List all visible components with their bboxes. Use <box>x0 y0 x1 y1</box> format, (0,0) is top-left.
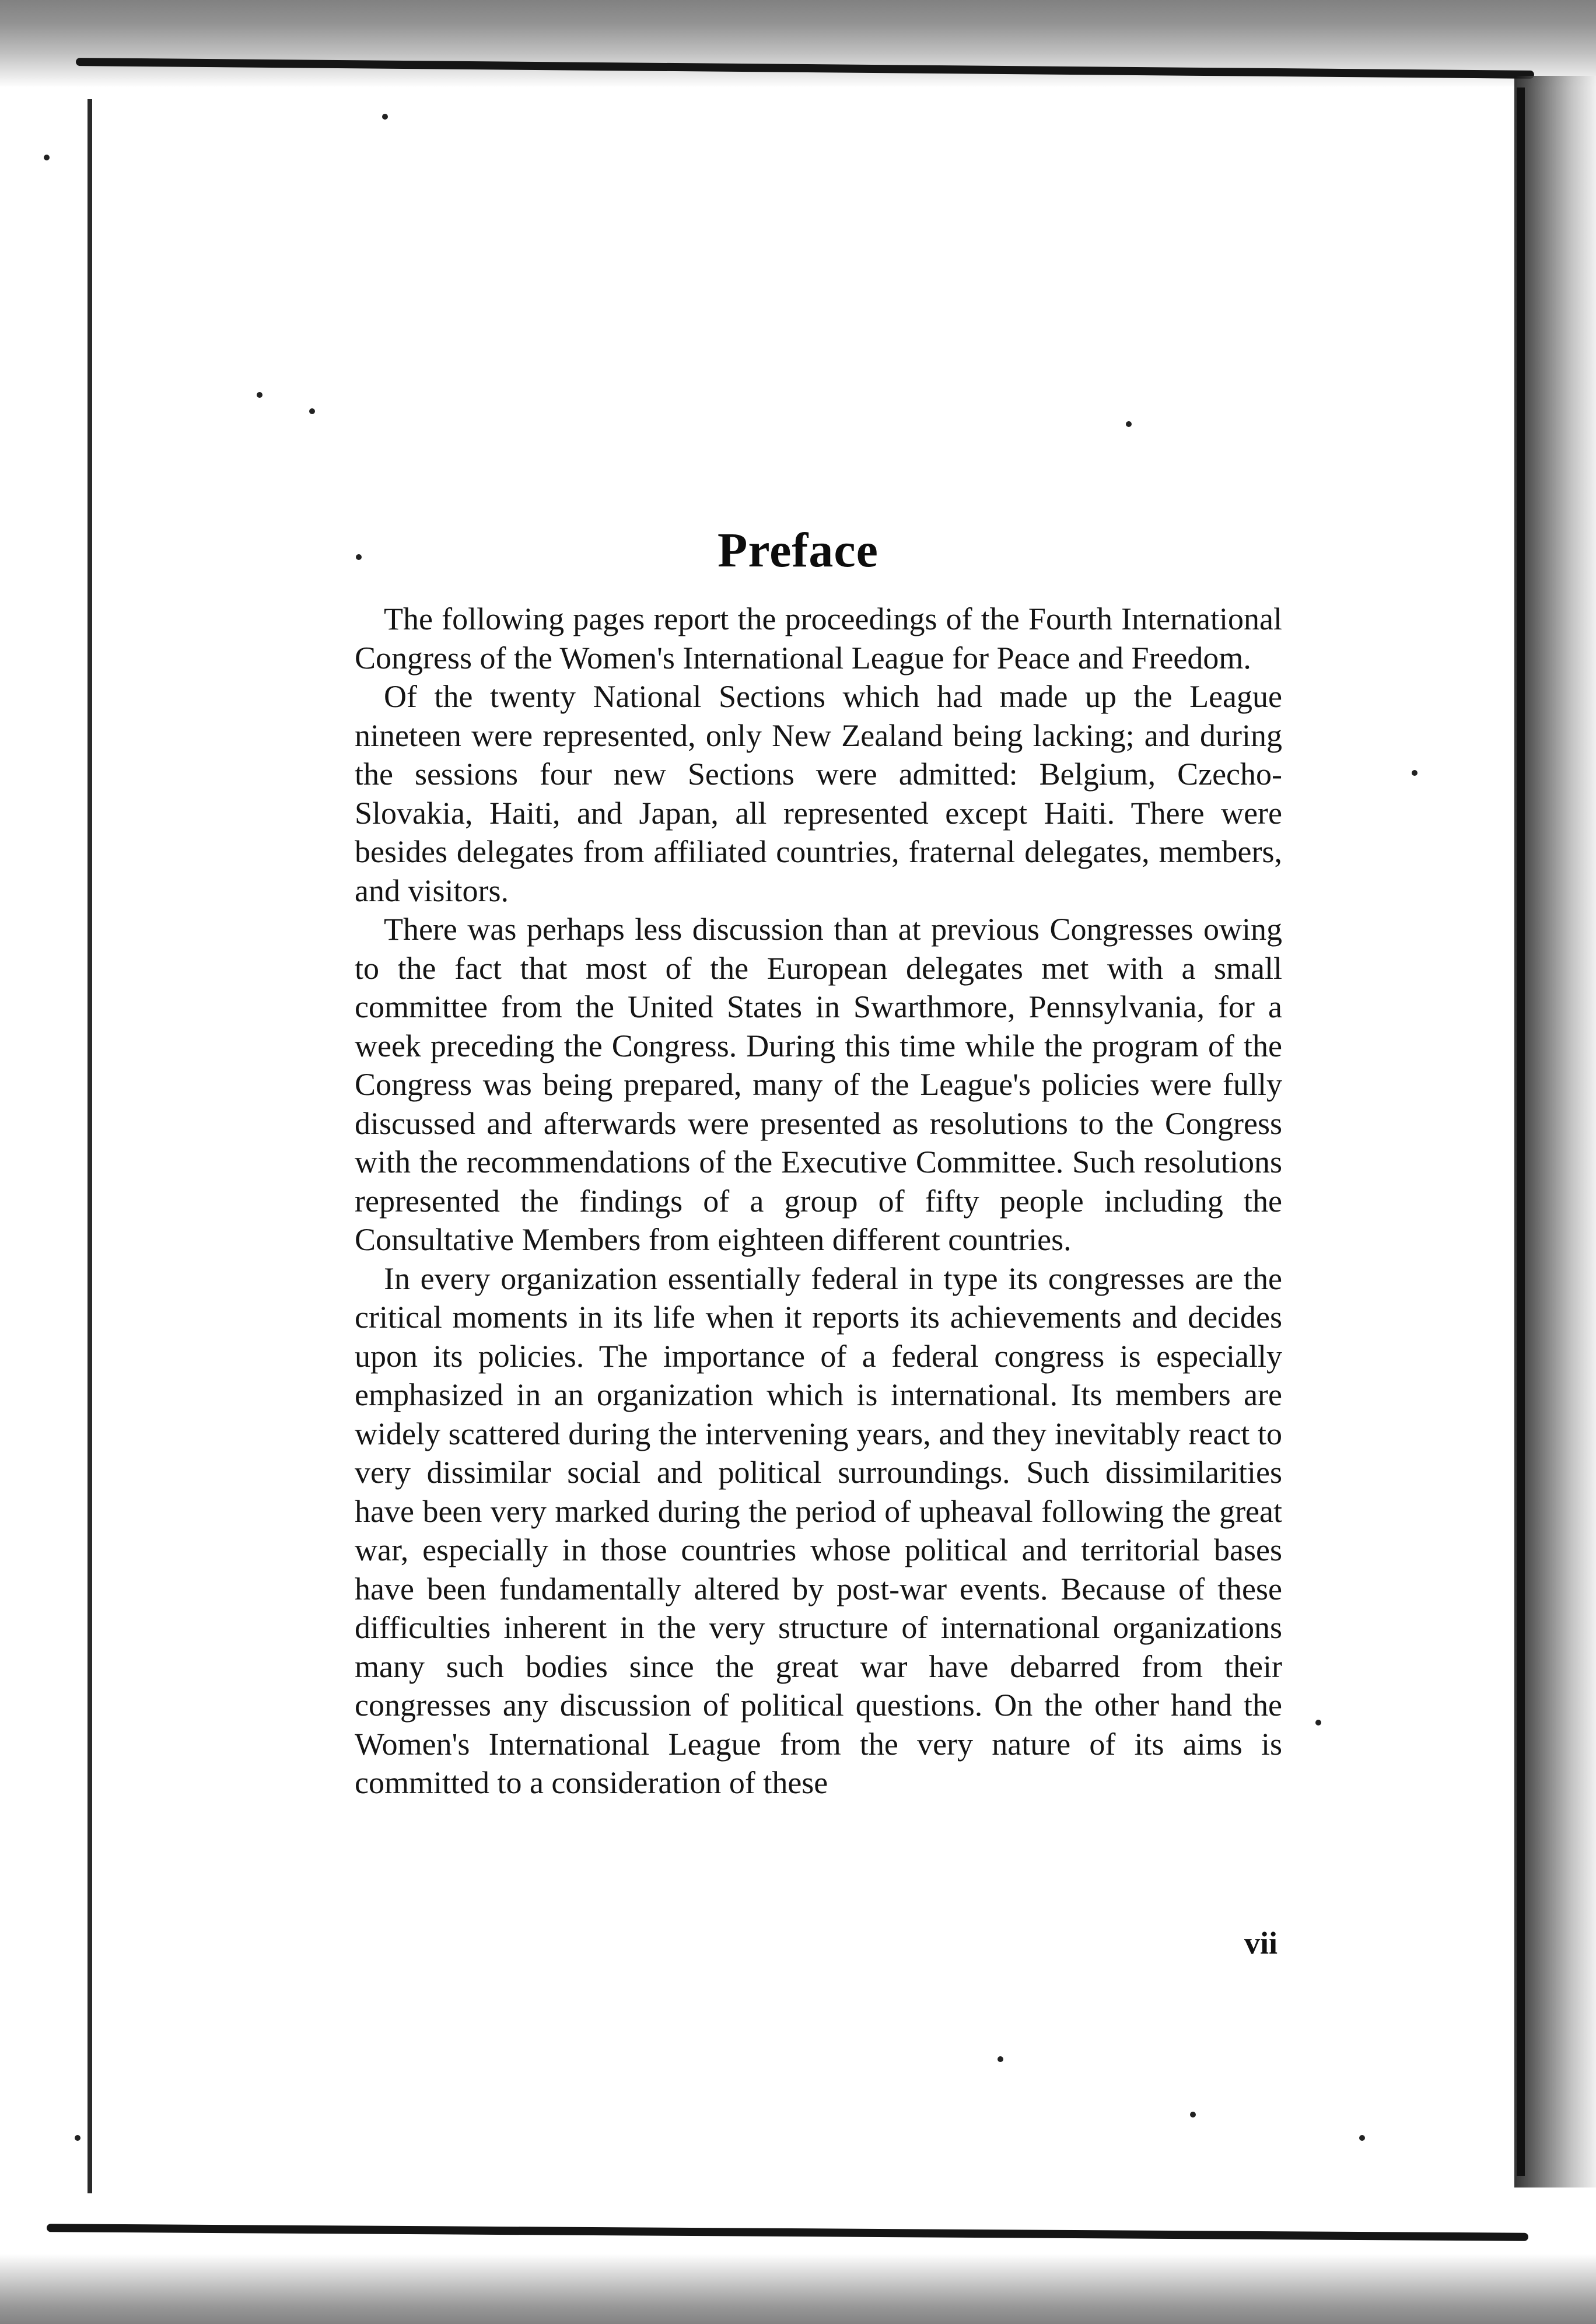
scan-speck <box>309 408 315 414</box>
scan-speck <box>257 392 262 398</box>
scan-speck <box>1412 770 1418 776</box>
paragraph: Of the twenty National Sections which had made up the League nineteen were represented, only New Zealand being lacking; and during the sessions four new Sections were admitted: Belgium, Czecho-Slovakia, Haiti, and Japan, all represented except Haiti. There were besides delegates from affiliated countries, fraternal delegates, members, and visitors. <box>355 679 1282 908</box>
paragraph: There was perhaps less discussion than at previous Congresses owing to the fact that most of the European delegates met with a small committee from the United States in Swarthmore, Pennsylvania, for a week preceding the Congress. During this time while the program of the Congress was being prepared, many of the League's policies were fully discussed and afterwards were presented as resolutions to the Congress with the recommendations of the Executive Committee. Such resolutions represented the findings of a group of fifty people including the Consultative Members from eighteen different countries. <box>355 912 1282 1257</box>
scan-edge-right <box>1514 76 1596 2188</box>
scan-speck <box>998 2056 1003 2062</box>
scan-speck <box>1315 1720 1321 1726</box>
page-title: Preface <box>718 523 878 578</box>
page-number: vii <box>1244 1926 1278 1961</box>
page-border-bottom <box>47 2224 1528 2241</box>
scan-edge-bottom <box>0 2254 1596 2324</box>
scan-speck <box>44 155 50 160</box>
preface-body <box>355 600 1282 1803</box>
scan-speck <box>1126 421 1132 427</box>
scan-speck <box>382 114 388 120</box>
scan-speck <box>75 2135 80 2141</box>
paragraph: The following pages report the proceedings of the Fourth International Congress of the Women's International League for Peace and Freedom. <box>355 601 1282 676</box>
paragraph: In every organization essentially federal in type its congresses are the critical moments in its life when it reports its achievements and decides upon its policies. The importance of a federal congress is especially emphasized in an organization which is international. Its members are widely scattered during the intervening years, and they inevitably react to very dissimilar social and political surroundings. Such dissimilarities have been very marked during the period of upheaval following the great war, especially in those countries whose political and territorial bases have been fundamentally altered by post-war events. Because of these difficulties inherent in the very structure of international organizations many such bodies since the great war have debarred from their congresses any discussion of political questions. On the other hand the Women's International League from the very nature of its aims is committed to a consideration of these <box>355 1261 1282 1800</box>
page-border-left <box>88 99 92 2193</box>
scan-speck <box>1359 2135 1365 2141</box>
scan-speck <box>1190 2112 1196 2118</box>
page-border-right <box>1517 88 1525 2176</box>
